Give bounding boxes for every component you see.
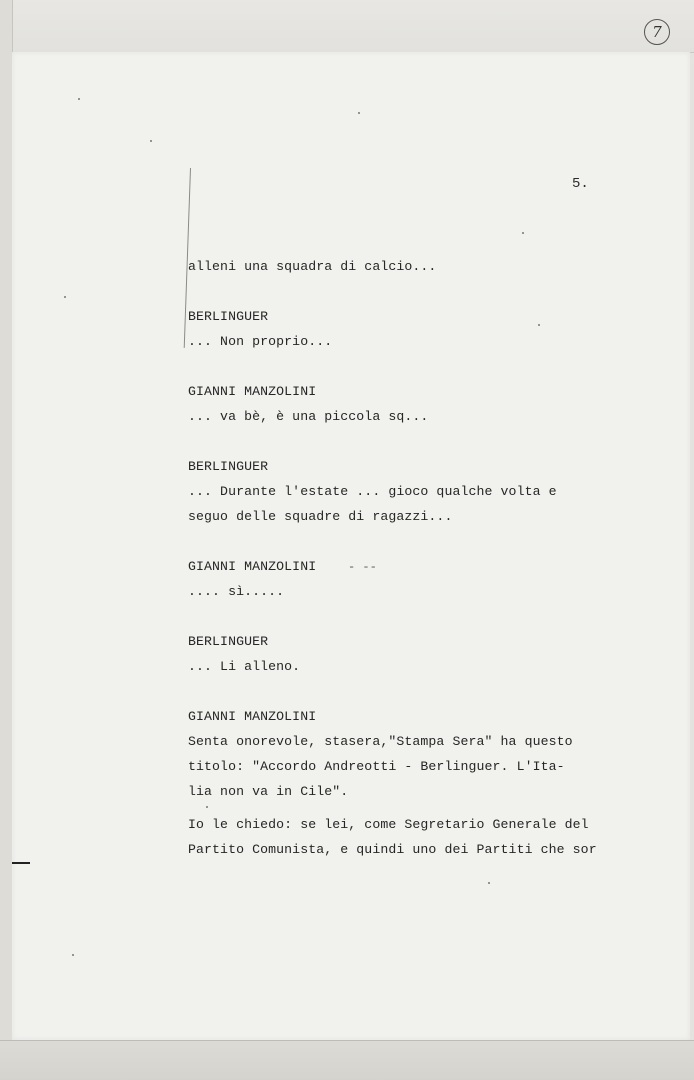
- page-number: 5.: [572, 176, 589, 192]
- scan-bottom-edge: [0, 1040, 694, 1080]
- text-line: titolo: "Accordo Andreotti - Berlinguer. L'Ita-: [188, 759, 565, 774]
- text-line: ... Durante l'estate ... gioco qualche volta e: [188, 484, 557, 499]
- text-line: ... Non proprio...: [188, 334, 333, 349]
- text-line: ... Li alleno.: [188, 659, 301, 674]
- speck: [488, 882, 490, 884]
- text-line: .... sì.....: [188, 584, 285, 599]
- speck: [150, 140, 152, 142]
- speck: [72, 954, 74, 956]
- speaker-name: BERLINGUER: [188, 634, 269, 649]
- margin-tick-mark: [12, 862, 30, 864]
- speck: [206, 806, 208, 808]
- text-line: Partito Comunista, e quindi uno dei Partiti che sor: [188, 842, 597, 857]
- text-line: alleni una squadra di calcio...: [188, 259, 437, 274]
- speaker-name: GIANNI MANZOLINI: [188, 559, 317, 574]
- speaker-name: BERLINGUER: [188, 309, 269, 324]
- speaker-name: BERLINGUER: [188, 459, 269, 474]
- text-line: ... va bè, è una piccola sq...: [188, 409, 429, 424]
- scan-top-edge: [0, 0, 694, 53]
- pencil-scribble: - --: [348, 560, 377, 574]
- paper-sheet: [12, 52, 690, 1040]
- text-line: seguo delle squadre di ragazzi...: [188, 509, 453, 524]
- speck: [78, 98, 80, 100]
- circled-page-mark: 7: [644, 19, 670, 45]
- speck: [538, 324, 540, 326]
- text-line: Io le chiedo: se lei, come Segretario Generale del: [188, 817, 589, 832]
- speck: [522, 232, 524, 234]
- text-line: Senta onorevole, stasera,"Stampa Sera" ha questo: [188, 734, 573, 749]
- speck: [358, 112, 360, 114]
- text-line: lia non va in Cile".: [188, 784, 349, 799]
- speaker-name: GIANNI MANZOLINI: [188, 709, 317, 724]
- speck: [64, 296, 66, 298]
- speaker-name: GIANNI MANZOLINI: [188, 384, 317, 399]
